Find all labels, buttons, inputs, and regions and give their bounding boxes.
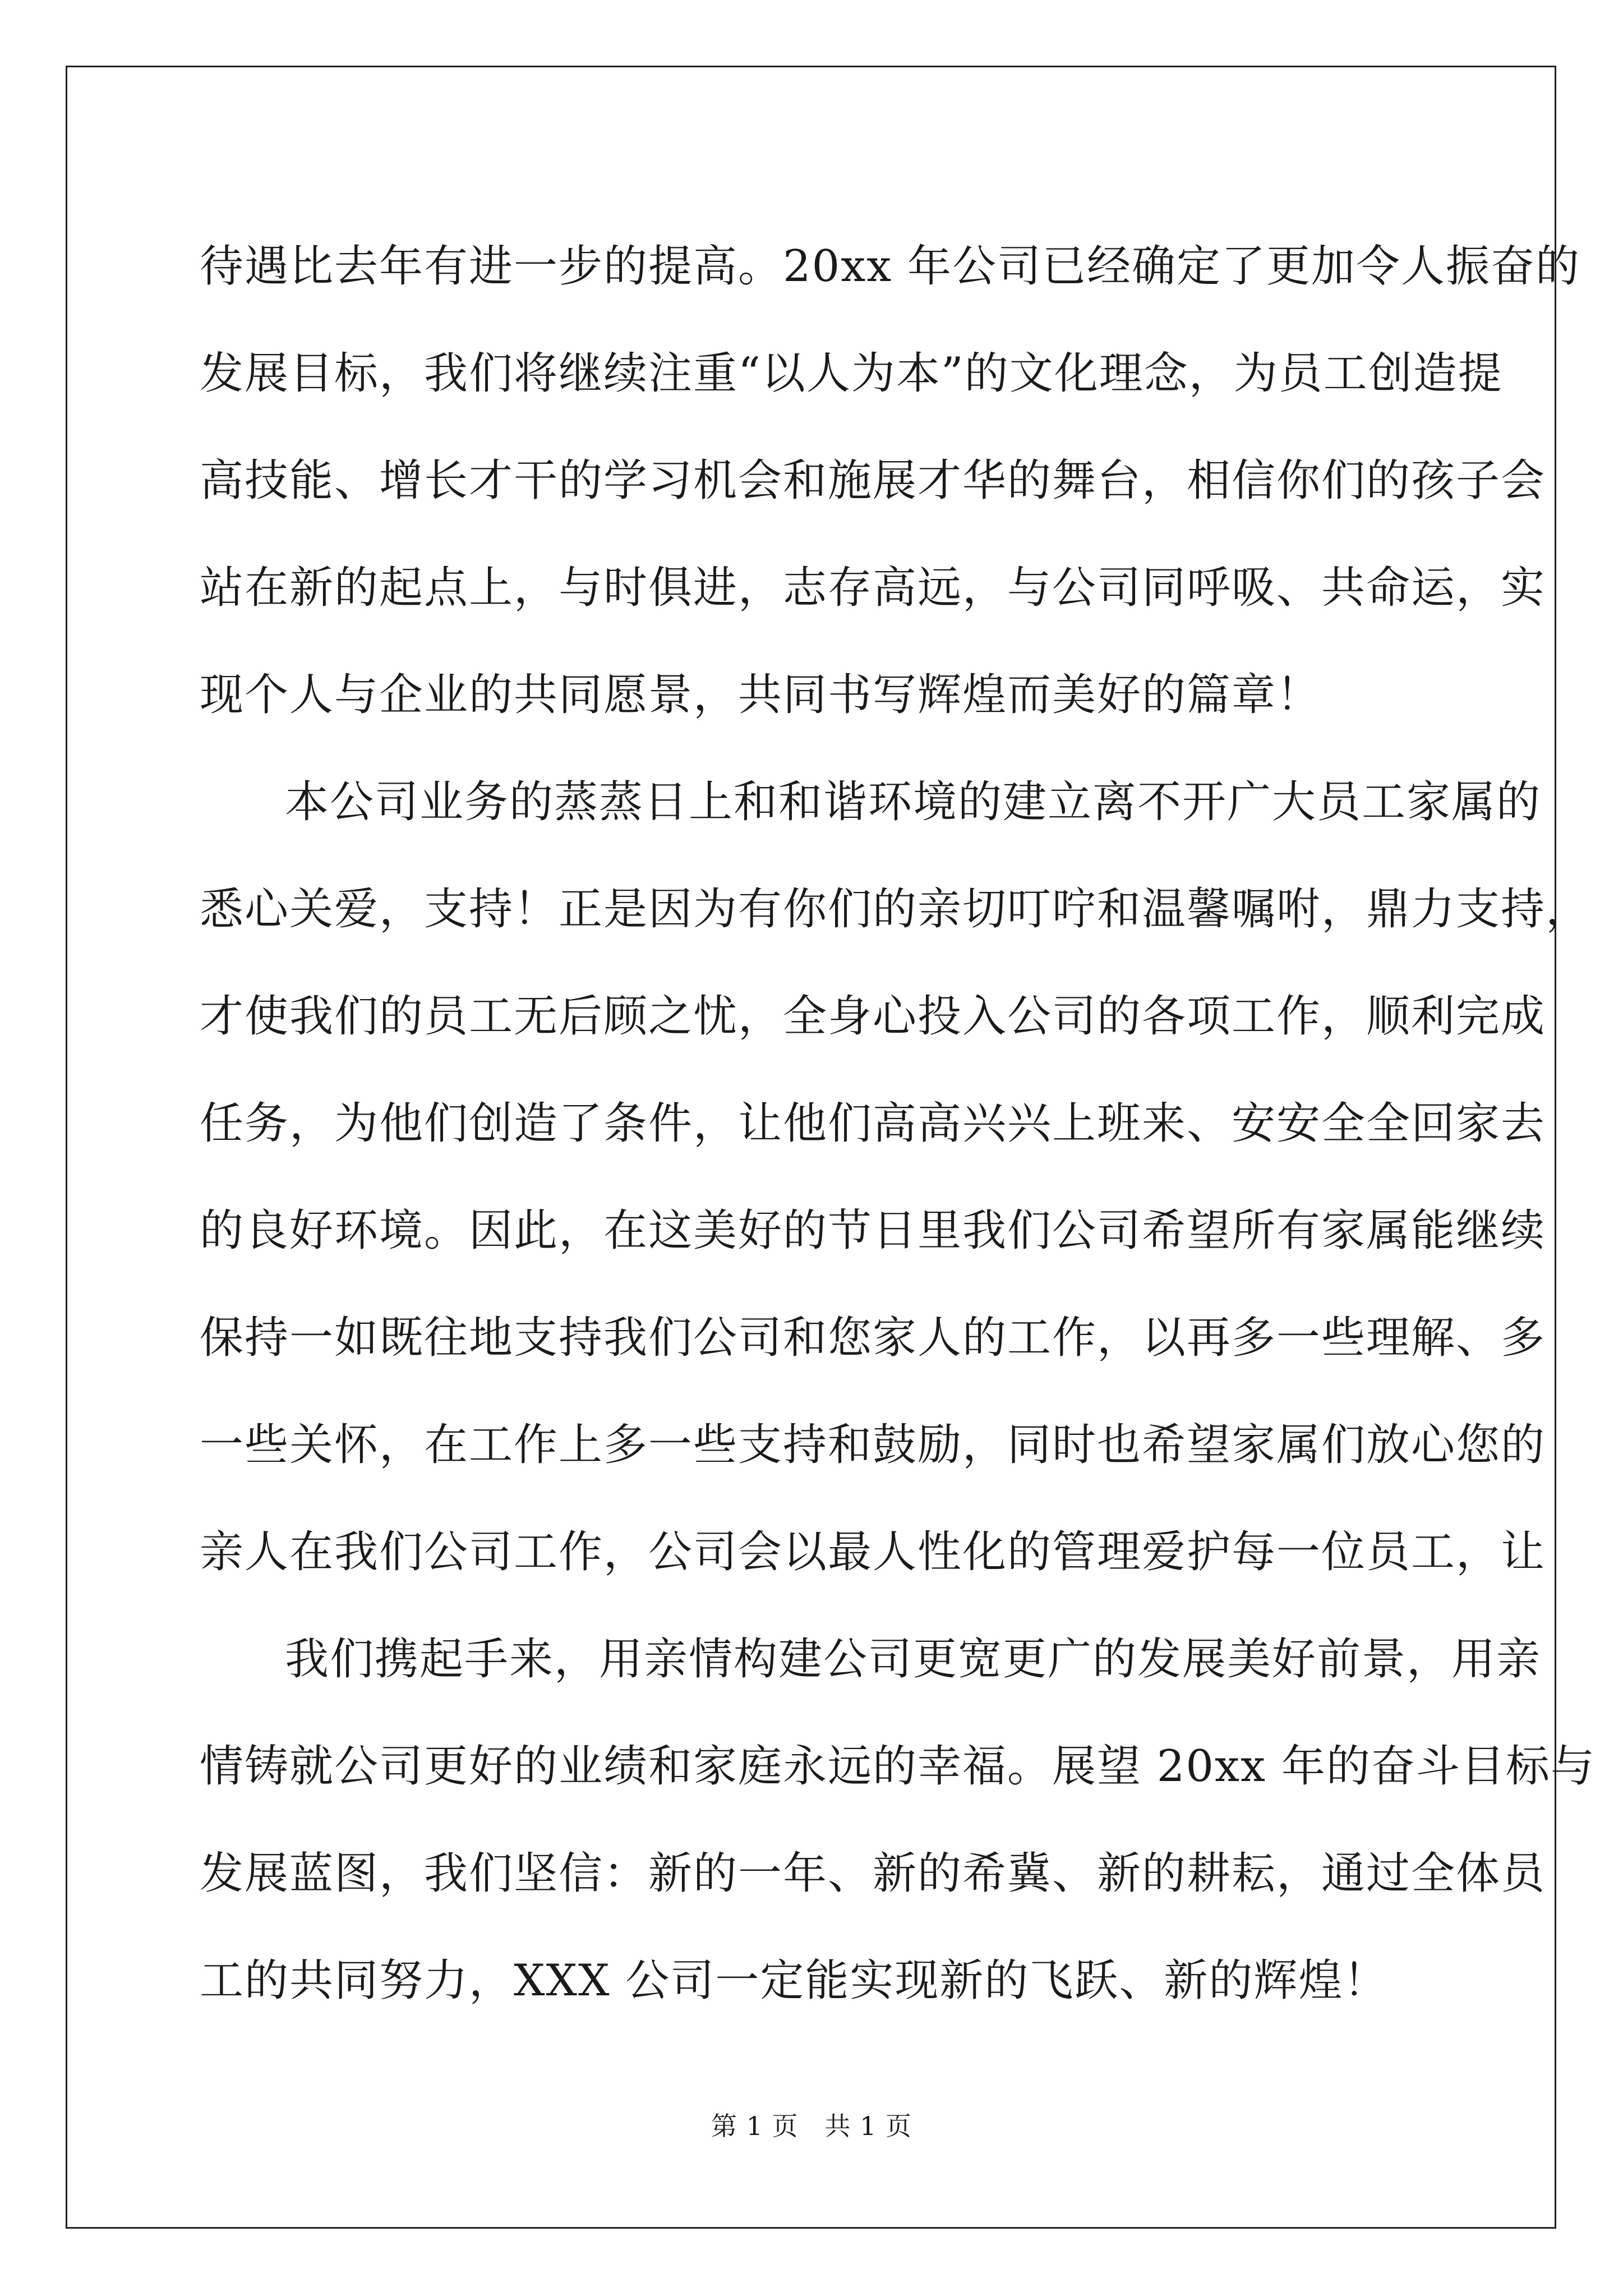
paragraph-1-line-5: 现个人与企业的共同愿景，共同书写辉煌而美好的篇章！ bbox=[200, 670, 1322, 720]
paragraph-2-line-5: 的良好环境。因此，在这美好的节日里我们公司希望所有家属能继续 bbox=[200, 1205, 1546, 1256]
paragraph-1-line-4: 站在新的起点上，与时俱进，志存高远，与公司同呼吸、共命运，实 bbox=[200, 563, 1546, 613]
paragraph-2-line-3: 才使我们的员工无后顾之忧，全身心投入公司的各项工作，顺利完成 bbox=[200, 991, 1546, 1042]
paragraph-2-line-7: 一些关怀，在工作上多一些支持和鼓励，同时也希望家属们放心您的 bbox=[200, 1420, 1546, 1470]
paragraph-2-line-1: 本公司业务的蒸蒸日上和和谐环境的建立离不开广大员工家属的 bbox=[285, 777, 1542, 827]
paragraph-2-line-2: 悉心关爱，支持！正是因为有你们的亲切叮咛和温馨嘱咐，鼎力支持， bbox=[200, 884, 1591, 935]
paragraph-3-line-3: 发展蓝图，我们坚信：新的一年、新的希冀、新的耕耘，通过全体员 bbox=[200, 1848, 1546, 1899]
paragraph-2-line-6: 保持一如既往地支持我们公司和您家人的工作，以再多一些理解、多 bbox=[200, 1313, 1546, 1363]
paragraph-2-line-8: 亲人在我们公司工作，公司会以最人性化的管理爱护每一位员工，让 bbox=[200, 1527, 1546, 1577]
paragraph-2-line-4: 任务，为他们创造了条件，让他们高高兴兴上班来、安安全全回家去 bbox=[200, 1098, 1546, 1149]
paragraph-3-line-1: 我们携起手来，用亲情构建公司更宽更广的发展美好前景，用亲 bbox=[285, 1634, 1542, 1685]
paragraph-1-line-2: 发展目标，我们将继续注重“以人为本”的文化理念，为员工创造提 bbox=[200, 348, 1503, 399]
page-number-footer: 第 1 页 共 1 页 bbox=[711, 2111, 912, 2141]
paragraph-3-line-2: 情铸就公司更好的业绩和家庭永远的幸福。展望 20xx 年的奋斗目标与 bbox=[200, 1741, 1596, 1792]
document-body bbox=[200, 213, 1596, 2035]
paragraph-1-line-3: 高技能、增长才干的学习机会和施展才华的舞台，相信你们的孩子会 bbox=[200, 455, 1546, 506]
paragraph-1-line-1: 待遇比去年有进一步的提高。20xx 年公司已经确定了更加令人振奋的 bbox=[200, 241, 1581, 292]
paragraph-3-line-4: 工的共同努力，XXX 公司一定能实现新的飞跃、新的辉煌！ bbox=[200, 1955, 1389, 2006]
